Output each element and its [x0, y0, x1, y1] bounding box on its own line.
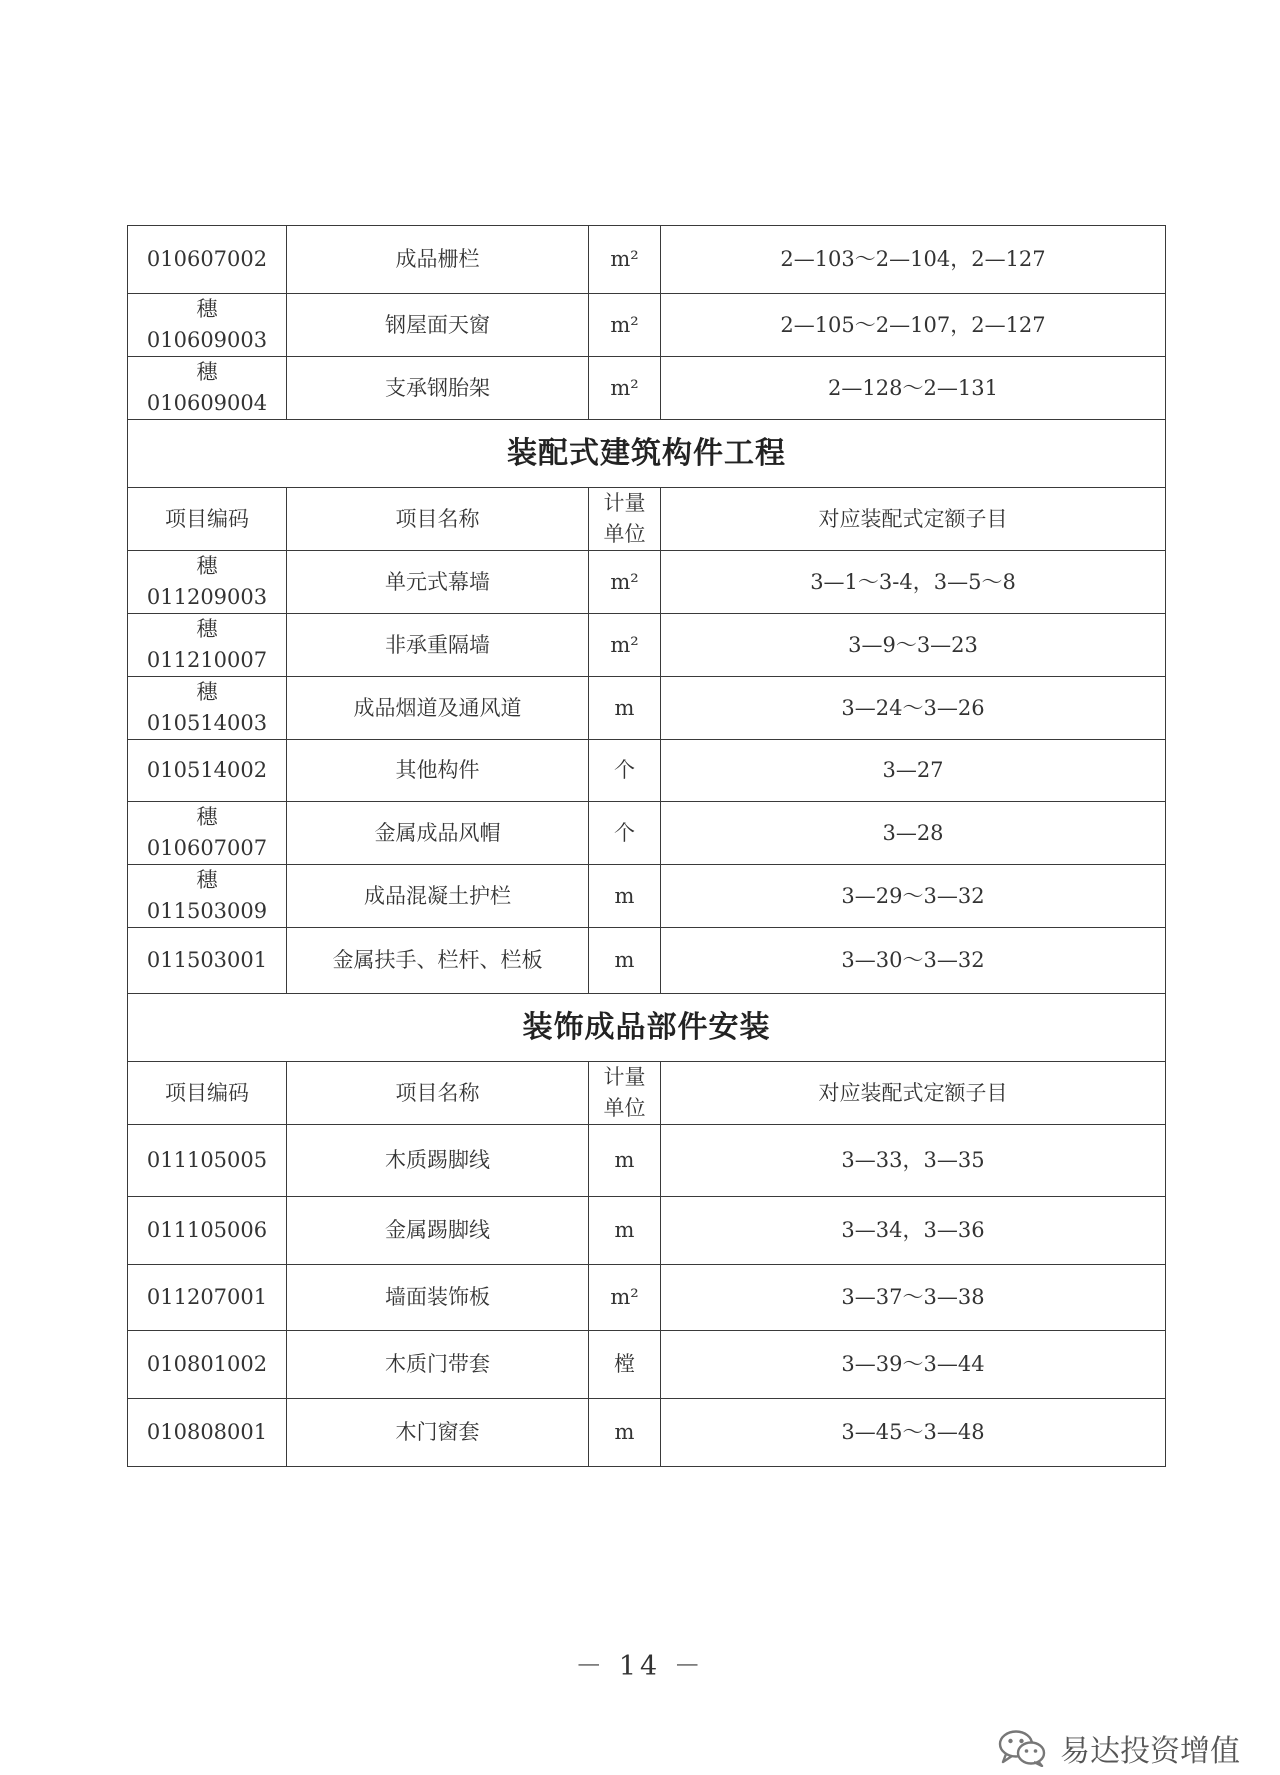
item-unit: 樘	[589, 1331, 661, 1399]
item-ref: 3—45～3—48	[661, 1399, 1166, 1467]
item-code	[128, 802, 287, 865]
table-row	[128, 1399, 1166, 1467]
table-row	[128, 551, 1166, 614]
item-code	[128, 740, 287, 802]
item-code-number: 010514003	[146, 711, 268, 735]
item-code-number: 010607002	[146, 247, 268, 271]
item-code-number: 011503009	[146, 899, 268, 923]
table-row	[128, 677, 1166, 740]
header-ref: 对应装配式定额子目	[661, 1062, 1166, 1125]
item-code	[128, 928, 287, 994]
item-code	[128, 677, 287, 740]
item-code	[128, 1331, 287, 1399]
section-row	[128, 420, 1166, 488]
item-ref: 3—24～3—26	[661, 677, 1166, 740]
item-code-number: 011105006	[146, 1218, 268, 1242]
item-unit: m²	[589, 551, 661, 614]
section-title: 装饰成品部件安装	[128, 994, 1166, 1062]
item-ref: 3—33，3—35	[661, 1125, 1166, 1197]
item-code	[128, 1125, 287, 1197]
item-name: 非承重隔墙	[287, 614, 589, 677]
item-code	[128, 294, 287, 357]
item-code	[128, 865, 287, 928]
header-ref: 对应装配式定额子目	[661, 488, 1166, 551]
item-code-number: 011209003	[146, 585, 268, 609]
item-name: 成品混凝土护栏	[287, 865, 589, 928]
table-row	[128, 1331, 1166, 1399]
item-ref: 3—30～3—32	[661, 928, 1166, 994]
item-unit: m²	[589, 226, 661, 294]
item-code-number: 011210007	[146, 648, 268, 672]
table-row	[128, 865, 1166, 928]
quota-mapping-table	[127, 225, 1166, 1467]
item-unit: m	[589, 1197, 661, 1265]
table-row	[128, 226, 1166, 294]
item-ref: 2—103～2—104，2—127	[661, 226, 1166, 294]
item-name: 其他构件	[287, 740, 589, 802]
header-code: 项目编码	[128, 1062, 287, 1125]
item-name: 单元式幕墙	[287, 551, 589, 614]
item-code-number: 011105005	[146, 1148, 268, 1172]
item-code-prefix: 穗	[196, 617, 218, 641]
table-row	[128, 614, 1166, 677]
item-unit: 个	[589, 740, 661, 802]
item-unit: m²	[589, 357, 661, 420]
item-ref: 3—27	[661, 740, 1166, 802]
item-code-number: 010609004	[146, 391, 268, 415]
item-code-prefix: 穗	[196, 554, 218, 578]
item-code-number: 010801002	[146, 1352, 268, 1376]
item-ref: 3—1～3-4，3—5～8	[661, 551, 1166, 614]
item-code	[128, 357, 287, 420]
item-unit: m	[589, 928, 661, 994]
item-name: 钢屋面天窗	[287, 294, 589, 357]
item-ref: 3—29～3—32	[661, 865, 1166, 928]
item-code-number: 010514002	[146, 758, 268, 782]
header-row	[128, 1062, 1166, 1125]
item-unit: m	[589, 865, 661, 928]
item-code-number: 010609003	[146, 328, 268, 352]
item-unit: m	[589, 1399, 661, 1467]
item-unit: m	[589, 1125, 661, 1197]
header-name: 项目名称	[287, 488, 589, 551]
item-code-prefix: 穗	[196, 868, 218, 892]
item-code	[128, 614, 287, 677]
header-code: 项目编码	[128, 488, 287, 551]
header-unit: 计量 单位	[589, 488, 661, 551]
item-code-prefix: 穗	[196, 680, 218, 704]
item-name: 成品栅栏	[287, 226, 589, 294]
item-code-number: 011207001	[146, 1285, 268, 1309]
item-ref: 3—9～3—23	[661, 614, 1166, 677]
item-ref: 3—34，3—36	[661, 1197, 1166, 1265]
item-code-number: 010808001	[146, 1420, 268, 1444]
item-unit: m²	[589, 614, 661, 677]
header-name: 项目名称	[287, 1062, 589, 1125]
page-number: － 14 －	[575, 1651, 705, 1682]
item-name: 木门窗套	[287, 1399, 589, 1467]
item-code	[128, 1197, 287, 1265]
table-row	[128, 1265, 1166, 1331]
table-body	[128, 226, 1166, 1467]
wechat-icon	[998, 1729, 1048, 1767]
item-code-prefix: 穗	[196, 805, 218, 829]
item-ref: 3—28	[661, 802, 1166, 865]
item-unit: 个	[589, 802, 661, 865]
item-ref: 3—37～3—38	[661, 1265, 1166, 1331]
item-unit: m²	[589, 294, 661, 357]
item-unit: m	[589, 677, 661, 740]
item-code	[128, 1399, 287, 1467]
item-code-number: 011503001	[146, 948, 268, 972]
watermark-text: 易达投资增值	[1060, 1734, 1240, 1769]
item-code	[128, 226, 287, 294]
table-row	[128, 357, 1166, 420]
table-row	[128, 1125, 1166, 1197]
header-unit: 计量 单位	[589, 1062, 661, 1125]
item-ref: 2—105～2—107，2—127	[661, 294, 1166, 357]
watermark	[998, 1728, 1240, 1768]
header-row	[128, 488, 1166, 551]
item-code-number: 010607007	[146, 836, 268, 860]
item-ref: 2—128～2—131	[661, 357, 1166, 420]
table-row	[128, 294, 1166, 357]
table-row	[128, 802, 1166, 865]
item-name: 木质门带套	[287, 1331, 589, 1399]
item-name: 金属成品风帽	[287, 802, 589, 865]
item-name: 木质踢脚线	[287, 1125, 589, 1197]
section-row	[128, 994, 1166, 1062]
table-row	[128, 1197, 1166, 1265]
item-name: 支承钢胎架	[287, 357, 589, 420]
table-row	[128, 928, 1166, 994]
item-unit: m²	[589, 1265, 661, 1331]
item-name: 金属扶手、栏杆、栏板	[287, 928, 589, 994]
item-name: 墙面装饰板	[287, 1265, 589, 1331]
item-code	[128, 1265, 287, 1331]
item-code	[128, 551, 287, 614]
item-name: 成品烟道及通风道	[287, 677, 589, 740]
item-name: 金属踢脚线	[287, 1197, 589, 1265]
item-ref: 3—39～3—44	[661, 1331, 1166, 1399]
table-row	[128, 740, 1166, 802]
item-code-prefix: 穗	[196, 297, 218, 321]
section-title: 装配式建筑构件工程	[128, 420, 1166, 488]
item-code-prefix: 穗	[196, 360, 218, 384]
